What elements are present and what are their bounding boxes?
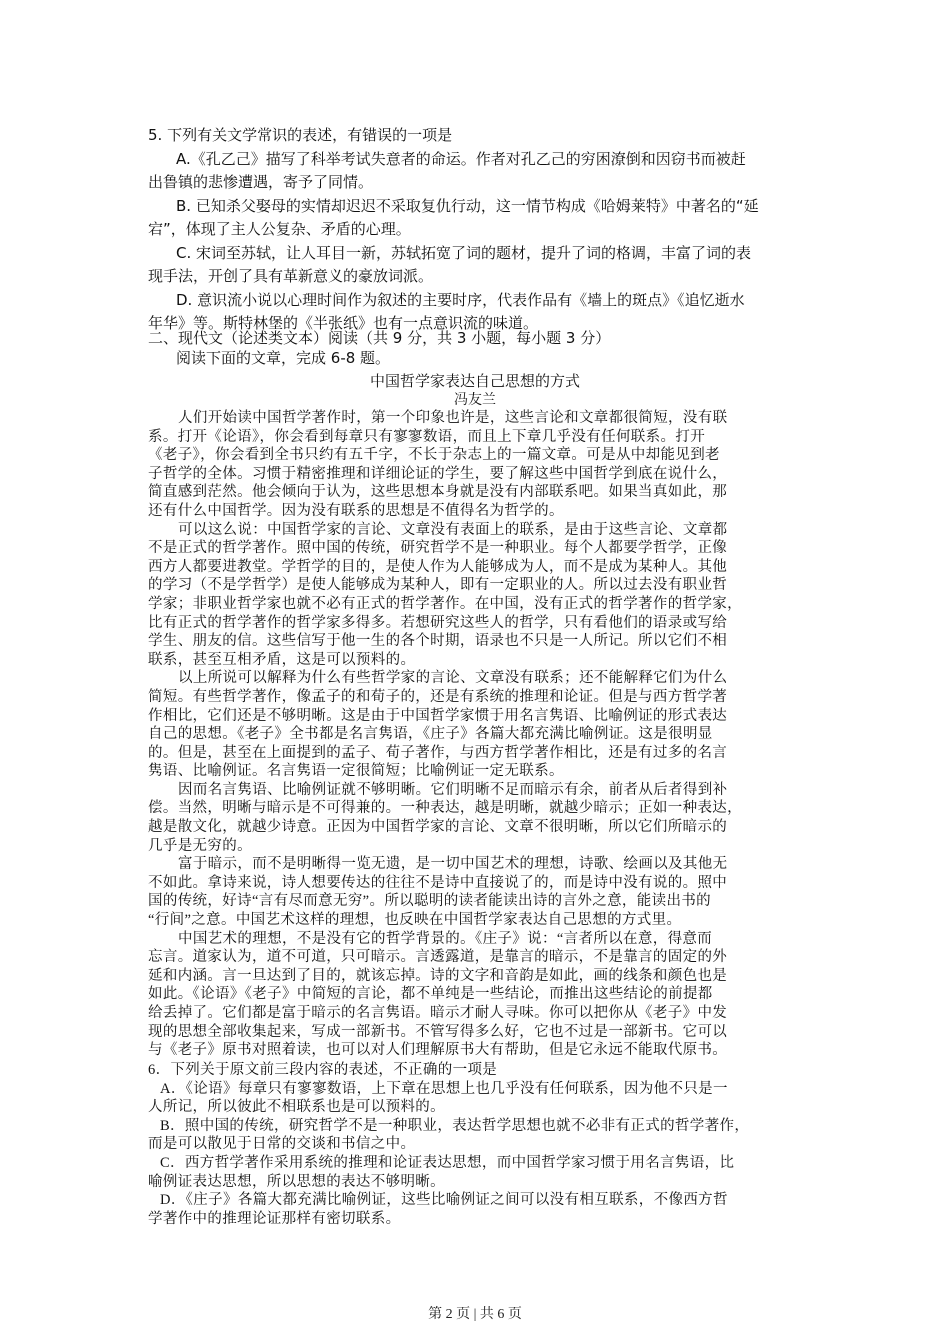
section-2-heading: 二、现代文（论述类文本）阅读（共 9 分，共 3 小题，每小题 3 分） bbox=[148, 329, 611, 347]
question-5-option-a-cont: 出鲁镇的悲惨遭遇，寄予了同情。 bbox=[148, 173, 374, 191]
question-5-option-c-cont: 现手法，开创了具有革新意义的豪放词派。 bbox=[148, 267, 434, 285]
article-line: 以上所说可以解释为什么有些哲学家的言论、文章没有联系；还不能解释它们为什么 bbox=[178, 670, 728, 687]
article-line: 西方人都要进教堂。学哲学的目的，是使人作为人能够成为人，而不是成为某种人。其他 bbox=[148, 558, 728, 575]
article-line: 比有正式的哲学著作的哲学家多得多。若想研究这些人的哲学，只有看他们的语录或写给 bbox=[148, 614, 728, 631]
article-line: 如此。《论语》《老子》中简短的言论，都不单纯是一些结论，而推出这些结论的前提都 bbox=[148, 986, 713, 1003]
article-line: 中国艺术的理想，不是没有它的哲学背景的。《庄子》说：“言者所以在意，得意而 bbox=[178, 930, 713, 947]
article-title: 中国哲学家表达自己思想的方式 bbox=[369, 374, 580, 390]
question-6 bbox=[148, 1061, 808, 1228]
article-line: 不如此。拿诗来说，诗人想要传达的往往不是诗中直接说了的，而是诗中没有说的。照中 bbox=[148, 874, 728, 891]
article-line: 人们开始读中国哲学著作时，第一个印象也许是，这些言论和文章都很简短，没有联 bbox=[178, 410, 728, 426]
question-6-stem: 6．下列关于原文前三段内容的表述，不正确的一项是 bbox=[148, 1062, 498, 1078]
question-5-option-b-cont: 宕”，体现了主人公复杂、矛盾的心理。 bbox=[148, 220, 411, 238]
article-line: 几乎是无穷的。 bbox=[148, 837, 252, 854]
article-line: 还有什么中国哲学。因为没有联系的思想是不值得名为哲学的。 bbox=[148, 502, 564, 519]
article-line: 作相比，它们还是不够明晰。这是由于中国哲学家惯于用名言隽语、比喻例证的形式表达 bbox=[148, 707, 728, 724]
question-6-option-a: A．《论语》每章只有寥寥数语，上下章在思想上也几乎没有任何联系，因为他不只是一 bbox=[160, 1080, 728, 1097]
question-5-stem: 5. 下列有关文学常识的表述，有错误的一项是 bbox=[148, 126, 453, 144]
article-line: 简直感到茫然。他会倾向于认为，这些思想本身就是没有内部联系吧。如果当真如此，那 bbox=[148, 484, 728, 501]
article-line: 越是散文化，就越少诗意。正因为中国哲学家的言论、文章不很明晰，所以它们所暗示的 bbox=[148, 819, 728, 836]
question-6-option-c: C．西方哲学著作采用系统的推理和论证表达思想，而中国哲学家习惯于用名言隽语，比 bbox=[160, 1154, 735, 1171]
article-line: 系。打开《论语》，你会看到每章只有寥寥数语，而且上下章几乎没有任何联系。打开 bbox=[148, 428, 706, 445]
question-6-option-a-cont: 人所记，所以彼此不相联系也是可以预料的。 bbox=[148, 1099, 445, 1116]
question-5-option-b: B. 已知杀父娶母的实情却迟迟不采取复仇行动，这一情节构成《哈姆莱特》中著名的“延 bbox=[176, 196, 759, 215]
article-line: 延和内涵。言一旦达到了目的，就该忘掉。诗的文字和音韵是如此，画的线条和颜色也是 bbox=[148, 967, 728, 984]
article-line: 富于暗示，而不是明晰得一览无遗，是一切中国艺术的理想，诗歌、绘画以及其他无 bbox=[178, 856, 728, 873]
article-line: 子哲学的全体。习惯于精密推理和详细论证的学生，要了解这些中国哲学到底在说什么， bbox=[148, 465, 728, 482]
article-line: 《老子》，你会看到全书只约有五千字，不长于杂志上的一篇文章。可是从中却能见到老 bbox=[148, 447, 720, 464]
article-line: 简短。有些哲学著作，像孟子的和荀子的，还是有系统的推理和论证。但是与西方哲学著 bbox=[148, 688, 728, 705]
article-line: 联系，甚至互相矛盾，这是可以预料的。 bbox=[148, 651, 416, 668]
article-line: 的。但是，甚至在上面提到的孟子、荀子著作，与西方哲学著作相比，还是有过多的名言 bbox=[148, 744, 728, 761]
article-line: 不是正式的哲学著作。照中国的传统，研究哲学不是一种职业。每个人都要学哲学，正像 bbox=[148, 540, 728, 557]
article-line: 与《老子》原书对照着读，也可以对人们理解原书大有帮助，但是它永远不能取代原书。 bbox=[148, 1042, 728, 1059]
question-5-option-a: A.《孔乙己》描写了科举考试失意者的命运。作者对孔乙己的穷困潦倒和因窃书而被赶 bbox=[176, 149, 746, 168]
article-line: 忘言。道家认为，道不可道，只可暗示。言透露道，是靠言的暗示，不是靠言的固定的外 bbox=[148, 949, 728, 966]
article-line: 隽语、比喻例证。名言隽语一定很简短；比喻例证一定无联系。 bbox=[148, 763, 564, 780]
question-6-option-b: B．照中国的传统，研究哲学不是一种职业，表达哲学思想也就不必非有正式的哲学著作， bbox=[160, 1117, 750, 1134]
question-6-option-d-cont: 学著作中的推理论证那样有密切联系。 bbox=[148, 1210, 401, 1227]
question-5-option-c: C. 宋词至苏轼，让人耳目一新，苏轼拓宽了词的题材，提升了词的格调，丰富了词的表 bbox=[176, 243, 752, 262]
article-line: 学家；非职业哲学家也就不必有正式的哲学著作。在中国，没有正式的哲学著作的哲学家， bbox=[148, 595, 742, 612]
article-line: 的学习（不是学哲学）是使人能够成为某种人，即有一定职业的人。所以过去没有职业哲 bbox=[148, 577, 728, 594]
section-2-instruction: 阅读下面的文章，完成 6-8 题。 bbox=[176, 349, 391, 367]
article-line: “行间”之意。中国艺术这样的理想，也反映在中国哲学家表达自己思想的方式里。 bbox=[148, 912, 682, 929]
article-line: 自己的思想。《老子》全书都是名言隽语，《庄子》各篇大都充满比喻例证。这是很明显 bbox=[148, 726, 713, 743]
question-6-option-c-cont: 喻例证表达思想，所以思想的表达不够明晰。 bbox=[148, 1173, 445, 1190]
article-line: 偿。当然，明晰与暗示是不可得兼的。一种表达，越是明晰，就越少暗示；正如一种表达， bbox=[148, 800, 742, 817]
article-line: 现的思想全部收集起来，写成一部新书。不管写得多么好，它也不过是一部新书。它可以 bbox=[148, 1023, 728, 1040]
question-6-option-b-cont: 而是可以散见于日常的交谈和书信之中。 bbox=[148, 1136, 416, 1153]
article-body bbox=[148, 409, 808, 1060]
question-5 bbox=[148, 124, 808, 336]
article-line: 因而名言隽语、比喻例证就不够明晰。它们明晰不足而暗示有余，前者从后者得到补 bbox=[178, 781, 728, 798]
article-line: 可以这么说：中国哲学家的言论、文章没有表面上的联系，是由于这些言论、文章都 bbox=[178, 521, 728, 538]
page-footer: 第 2 页 | 共 6 页 bbox=[428, 1307, 522, 1322]
question-5-option-d: D. 意识流小说以心理时间作为叙述的主要时序，代表作品有《墙上的斑点》《追忆逝水 bbox=[176, 290, 745, 309]
article-line: 国的传统，好诗“言有尽而意无穷”。所以聪明的读者能读出诗的言外之意，能读出书的 bbox=[148, 893, 712, 910]
question-5-option-d-cont: 年华》等。斯特林堡的《半张纸》也有一点意识流的味道。 bbox=[148, 314, 539, 332]
article-line: 给丢掉了。它们都是富于暗示的名言隽语。暗示才耐人寻味。你可以把你从《老子》中发 bbox=[148, 1005, 728, 1021]
article-author: 冯友兰 bbox=[454, 393, 496, 408]
section-2 bbox=[148, 328, 808, 368]
question-6-option-d: D．《庄子》各篇大都充满比喻例证，这些比喻例证之间可以没有相互联系，不像西方哲 bbox=[160, 1192, 728, 1209]
article-line: 学生、朋友的信。这些信写于他一生的各个时期，语录也不只是一人所记。所以它们不相 bbox=[148, 633, 728, 650]
